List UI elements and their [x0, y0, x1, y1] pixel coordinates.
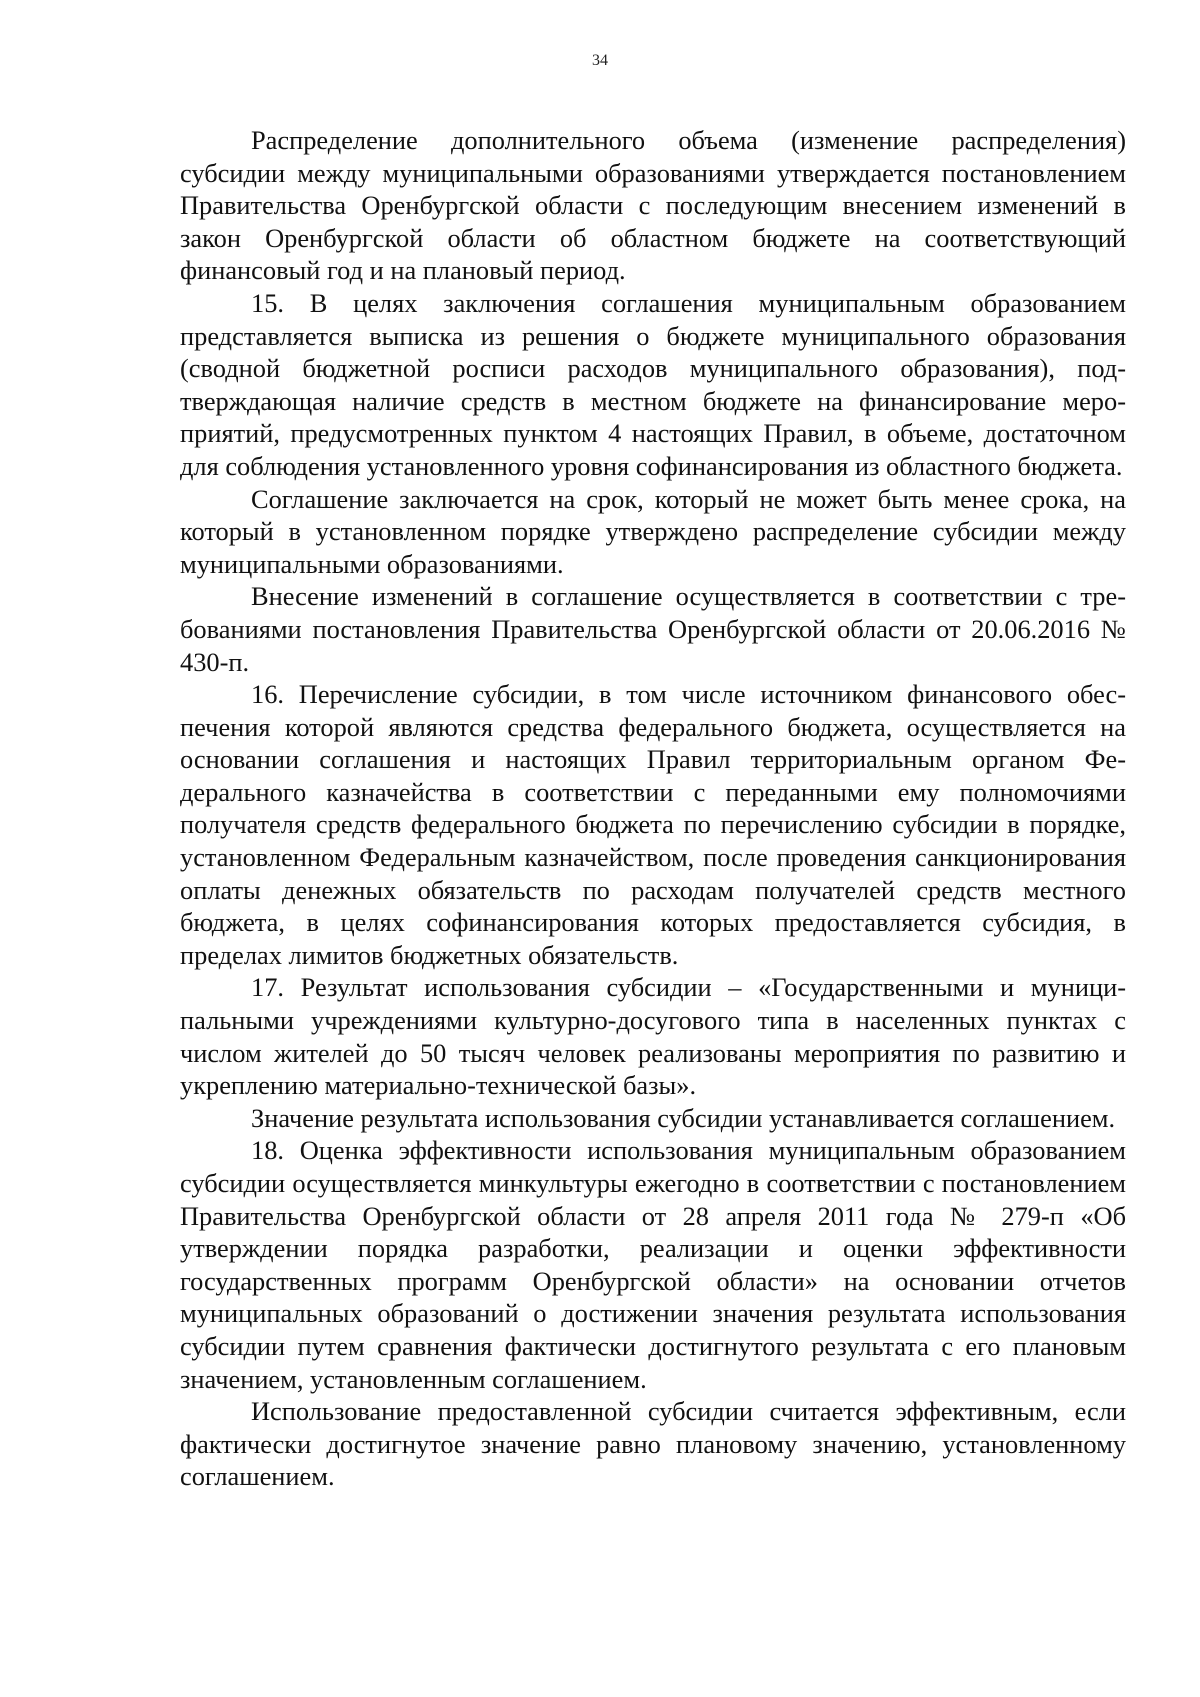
paragraph-efficiency: Использование предоставленной субсидии считается эффективным, если фактически достигнутое значение равно плановому значению, установленному соглашением.	[180, 1396, 1126, 1492]
paragraph-item-15: 15. В целях заключения соглашения муниципальным образованием представляется выписка из решения о бюджете муниципального образования (сводной бюджетной росписи расходов муниципального образования), подтверждающая наличие средств в местном бюджете на финансирование мероприятий, предусмотренных пунктом 4 настоящих Правил, в объеме, достаточном для соблюдения установленного уровня софинансирования из областного бюджета.	[180, 287, 1126, 481]
paragraph-item-17: 17. Результат использования субсидии – «Государственными и муниципальными учреждениями культурно-досугового типа в населенных пунктах с числом жителей до 50 тысяч человек реализованы мероприятия по развитию и укреплению материально-технической базы».	[180, 972, 1126, 1101]
paragraph-item-18: 18. Оценка эффективности использования муниципальным образованием субсидии осуществляется минкультуры ежегодно в соответствии с постановлением Правительства Оренбургской области от 28 апреля 2011 года № 279-п «Об утверждении порядка разработки, реализации и оценки эффективности государственных программ Оренбургской области» на основании отчетов муниципальных образований о достижении значения результата использования субсидии путем сравнения фактически достигнутого результата с его плановым значением, установленным соглашением.	[180, 1135, 1126, 1394]
document-body	[180, 124, 1126, 1493]
paragraph-result-value: Значение результата использования субсидии устанавливается соглашением.	[251, 1102, 1116, 1133]
paragraph-agreement-term: Соглашение заключается на срок, который не может быть менее срока, на который в установленном порядке утверждено распределение субсидии между муниципальными образованиями.	[180, 483, 1126, 579]
paragraph-distribution: Распределение дополнительного объема (изменение распределения) субсидии между муниципальными образованиями утверждается постановлением Правительства Оренбургской области с последующим внесением изменений в закон Оренбургской области об областном бюджете на соответствующий финансовый год и на плановый период.	[180, 125, 1126, 286]
paragraph-item-16: 16. Перечисление субсидии, в том числе источником финансового обеспечения которой являются средства федерального бюджета, осуществляется на основании соглашения и настоящих Правил территориальным органом Федерального казначейства в соответствии с переданными ему полномочиями получателя средств федерального бюджета по перечислению субсидии в порядке, установленном Федеральным казначейством, после проведения санкционирования оплаты денежных обязательств по расходам получателей средств местного бюджета, в целях софинансирования которых предоставляется субсидия, в пределах лимитов бюджетных обязательств.	[180, 679, 1126, 970]
page-number: 34	[592, 52, 608, 69]
paragraph-agreement-changes: Внесение изменений в соглашение осуществляется в соответствии с требованиями постановления Правительства Оренбургской области от 20.06.2016 № 430-п.	[180, 581, 1126, 677]
